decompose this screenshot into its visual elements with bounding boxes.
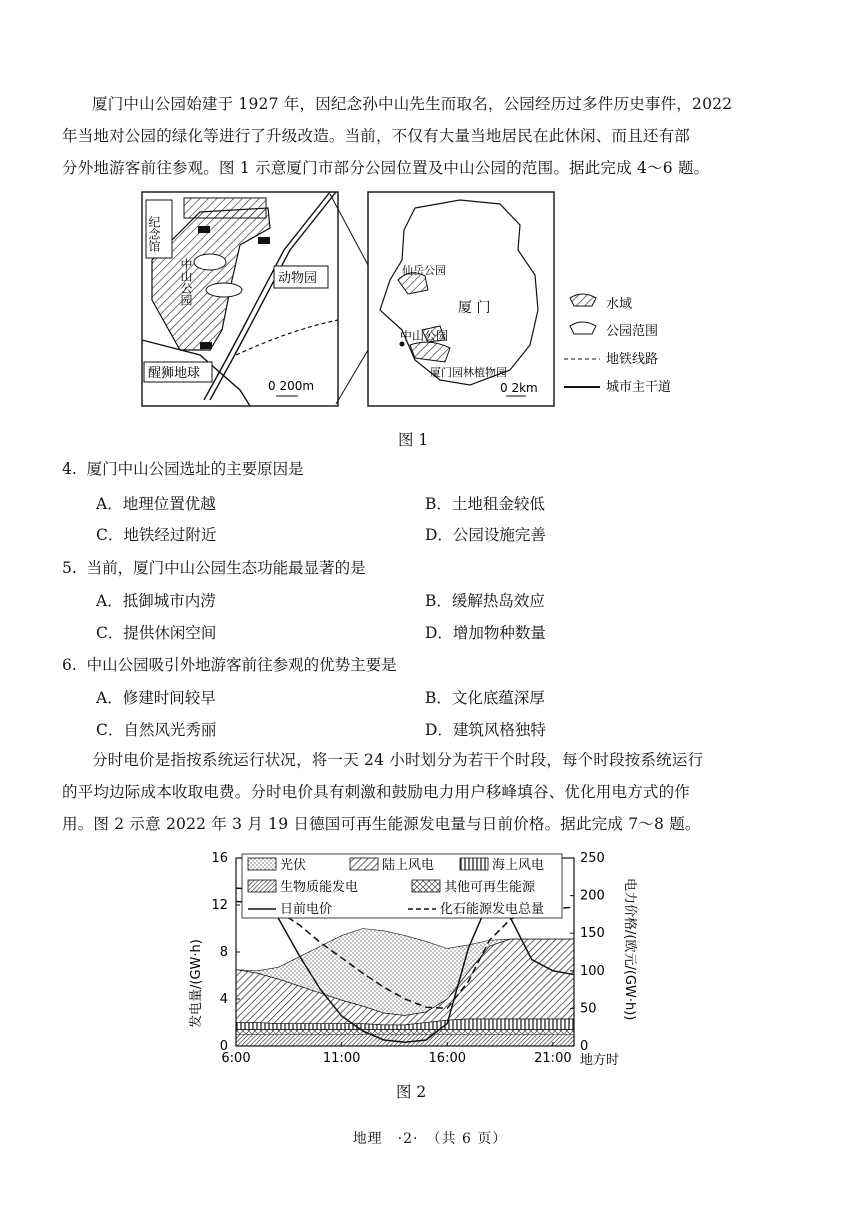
q6-option-d[interactable]: D．建筑风格独特 xyxy=(425,721,546,739)
q6-option-a[interactable]: A．修建时间较早 xyxy=(96,689,216,707)
zhongshan-park-label-left: 中山公园 xyxy=(179,258,193,306)
intro1-line2: 年当地对公园的绿化等进行了升级改造。当前，不仅有大量当地居民在此休闲、而且还有部 xyxy=(62,127,691,145)
question-5: 5. 当前，厦门中山公园生态功能最显著的是 xyxy=(62,559,366,577)
legend-offshore-wind: 海上风电 xyxy=(492,858,545,873)
y-axis-right-label: 电力价格/(欧元/(GW·h)) xyxy=(622,878,637,1021)
x-tick-label: 6:00 xyxy=(221,1051,251,1066)
legend-main-road: 城市主干道 xyxy=(606,380,672,395)
left-scale-label: 0 200m xyxy=(268,379,315,393)
figure-1-legend xyxy=(564,294,671,395)
q5-option-d[interactable]: D．增加物种数量 xyxy=(425,624,546,642)
q6-option-c[interactable]: C．自然风光秀丽 xyxy=(96,721,217,739)
other-renewable-area xyxy=(236,1030,574,1035)
q4-option-d[interactable]: D．公园设施完善 xyxy=(425,526,546,544)
zoo-label: 动物园 xyxy=(278,271,318,286)
q5-option-c[interactable]: C．提供休闲空间 xyxy=(96,624,217,642)
page-footer: 地理 ·2· （共 6 页） xyxy=(352,1131,508,1147)
x-tick-label: 16:00 xyxy=(428,1051,466,1066)
q6-option-b[interactable]: B．文化底蕴深厚 xyxy=(425,689,545,707)
y-tick-label: 0 xyxy=(219,1039,228,1054)
botanical-garden-label: 厦门园林植物园 xyxy=(430,366,507,379)
y-right-tick-label: 200 xyxy=(580,888,605,904)
figure-2-chart xyxy=(180,848,660,1070)
xiamen-label: 厦 门 xyxy=(458,300,491,316)
question-4: 4. 厦门中山公园选址的主要原因是 xyxy=(62,460,304,478)
y-right-tick-label: 0 xyxy=(580,1039,589,1054)
y-right-tick-label: 100 xyxy=(580,963,605,979)
biomass-area xyxy=(236,1034,574,1046)
intro2-line2: 的平均边际成本收取电费。分时电价具有刺激和鼓励电力用户移峰填谷、优化用电方式的作 xyxy=(62,783,691,801)
y-tick-label: 16 xyxy=(211,851,228,866)
y-tick-label: 8 xyxy=(219,945,228,960)
q4-option-a[interactable]: A．地理位置优越 xyxy=(96,495,216,513)
legend-onshore-wind: 陆上风电 xyxy=(382,858,435,873)
y-right-tick-label: 250 xyxy=(580,851,605,866)
legend-park-range: 公园范围 xyxy=(606,324,659,339)
intro1-line1: 厦门中山公园始建于 1927 年，因纪念孙中山先生而取名，公园经历过多件历史事件，2022 xyxy=(92,95,733,113)
figure-1-map xyxy=(140,190,710,412)
q5-option-a[interactable]: A．抵御城市内涝 xyxy=(96,592,216,610)
right-scale-label: 0 2km xyxy=(500,381,538,395)
y-tick-label: 12 xyxy=(211,898,228,913)
q4-option-c[interactable]: C．地铁经过附近 xyxy=(96,526,217,544)
globe-label: 醒狮地球 xyxy=(148,366,201,381)
intro-paragraph-2 xyxy=(62,744,802,840)
y-right-tick-label: 150 xyxy=(580,926,605,942)
intro-paragraph-1 xyxy=(62,88,802,184)
y-axis-left-label: 发电量/(GW·h) xyxy=(189,939,204,1028)
legend-subway: 地铁线路 xyxy=(606,352,659,367)
y-right-tick-label: 50 xyxy=(580,1001,597,1017)
legend-biomass: 生物质能发电 xyxy=(280,880,359,895)
q4-option-b[interactable]: B．土地租金较低 xyxy=(425,495,545,513)
intro2-line3: 用。图 2 示意 2022 年 3 月 19 日德国可再生能源发电量与日前价格。据此完成 7～8 题。 xyxy=(62,815,701,833)
legend-solar: 光伏 xyxy=(280,858,307,873)
legend-price: 日前电价 xyxy=(280,902,333,917)
chart-area-layers xyxy=(236,929,574,1047)
legend-other-renewable: 其他可再生能源 xyxy=(444,880,536,895)
q5-option-b[interactable]: B．缓解热岛效应 xyxy=(425,592,545,610)
intro2-line1: 分时电价是指按系统运行状况，将一天 24 小时划分为若干个时段，每个时段按系统运行 xyxy=(92,751,704,769)
x-tick-label: 11:00 xyxy=(322,1051,361,1066)
figure-1-caption: 图 1 xyxy=(398,431,429,449)
figure-2-caption: 图 2 xyxy=(396,1083,427,1101)
memorial-hall-label: 纪念馆 xyxy=(147,216,161,252)
xianyue-park-label: 仙岳公园 xyxy=(402,264,446,277)
question-6: 6. 中山公园吸引外地游客前往参观的优势主要是 xyxy=(62,656,397,674)
x-tick-label: 21:00 xyxy=(534,1051,572,1066)
legend-fossil: 化石能源发电总量 xyxy=(440,902,545,917)
intro1-line3: 分外地游客前往参观。图 1 示意厦门市部分公园位置及中山公园的范围。据此完成 4～6 题。 xyxy=(62,159,710,177)
x-axis-label: 地方时 xyxy=(580,1053,620,1068)
figure-2-legend xyxy=(242,854,562,918)
zhongshan-park-label-right: 中山公园 xyxy=(400,329,449,343)
y-tick-label: 4 xyxy=(219,992,228,1007)
legend-water: 水域 xyxy=(606,297,633,312)
